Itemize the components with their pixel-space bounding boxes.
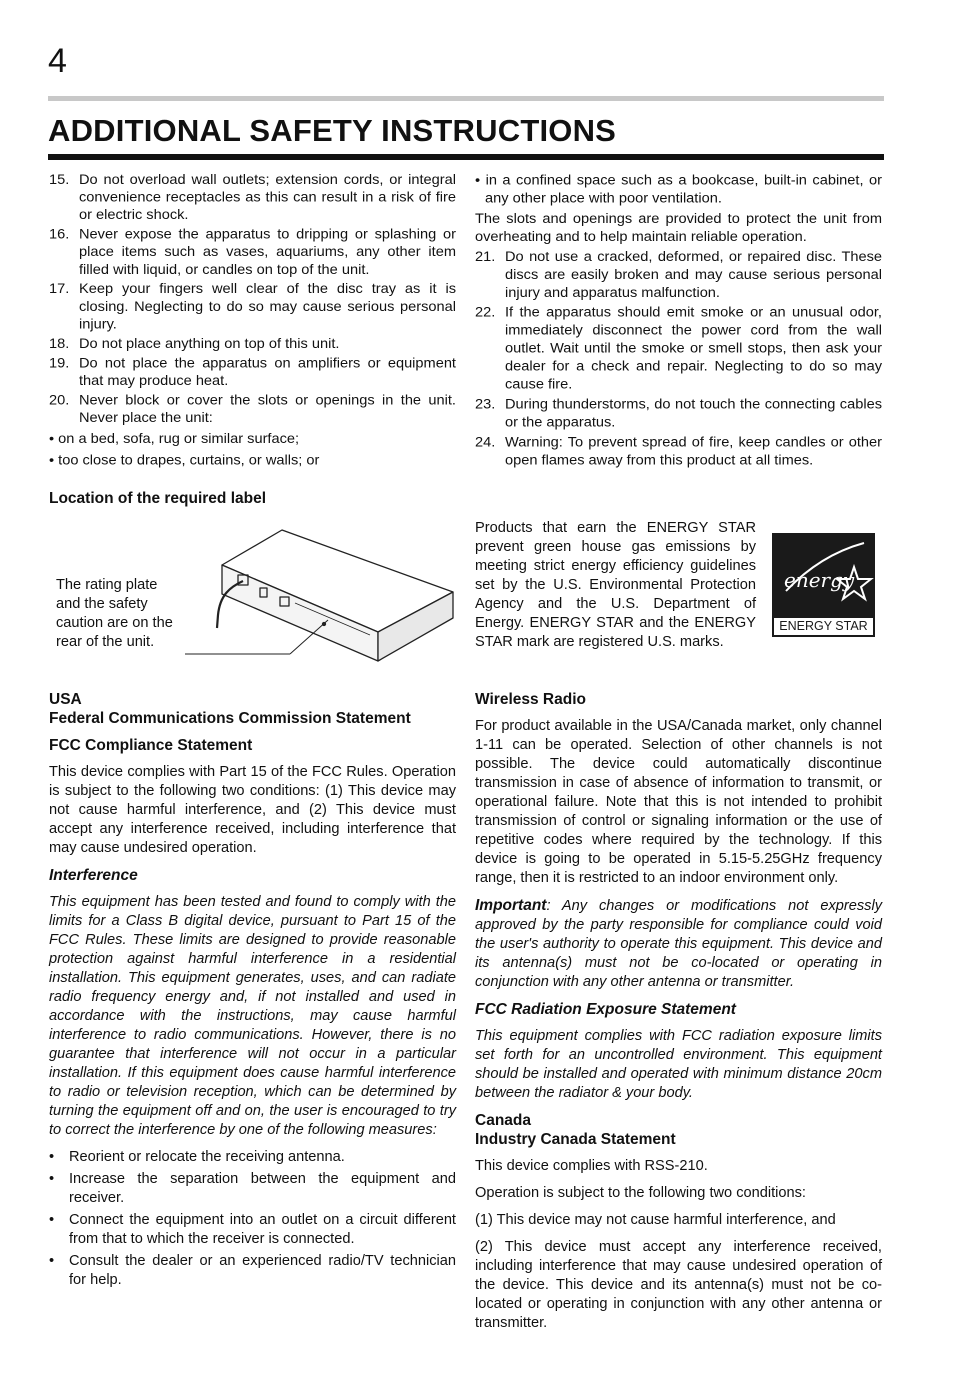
important-label: Important xyxy=(475,897,547,914)
canada-p4: (2) This device must accept any interference received, including interference that may cause undesired operation of the device. This device and its antenna(s) must not be co-located or operating in conjunction with any other antenna or transmitter. xyxy=(475,1239,882,1331)
radiation-text: This equipment complies with FCC radiation exposure limits set forth for an uncontrolled environment. This equipment should be installed and operated with minimum distance 20cm between the radiator & your body. xyxy=(475,1028,882,1101)
fcc-statement-heading: Federal Communications Commission Statement xyxy=(49,710,411,727)
wireless-section xyxy=(475,690,882,1333)
canada-p3: (1) This device may not cause harmful interference, and xyxy=(475,1212,836,1228)
list-item: 24. Warning: To prevent spread of fire, keep candles or other open flames away from this product at all times. xyxy=(475,434,882,469)
top-divider xyxy=(48,96,884,101)
energy-star-text: Products that earn the ENERGY STAR prevent green house gas emissions by meeting strict energy efficiency guidelines set by the U.S. Environmental Protection Agency and the U.S. Department of Energy. ENERGY STAR and the ENERGY STAR mark are registered U.S. marks. xyxy=(475,520,756,650)
canada-p2: Operation is subject to the following two conditions: xyxy=(475,1185,806,1201)
wireless-heading: Wireless Radio xyxy=(475,691,586,708)
label-caption: The rating plate and the safety caution are on the rear of the unit. xyxy=(56,577,173,650)
canada-heading: Canada xyxy=(475,1112,531,1129)
list-item: 18. Do not place anything on top of this unit. xyxy=(49,336,340,352)
list-item: 16. Never expose the apparatus to dripping or splashing or place items such as vases, aquariums, any other item filled with liquid, or candles on top of the unit. xyxy=(49,227,456,278)
unit-rear-illustration xyxy=(180,525,475,665)
radiation-heading: FCC Radiation Exposure Statement xyxy=(475,1001,736,1018)
safety-list-right xyxy=(475,172,882,470)
important-note xyxy=(475,896,882,992)
item20-bullet: • too close to drapes, curtains, or walls; or xyxy=(49,453,320,469)
interference-heading: Interference xyxy=(49,867,138,884)
energy-star-band: ENERGY STAR xyxy=(774,618,873,635)
usa-heading: USA xyxy=(49,691,82,708)
list-item: 20. Never block or cover the slots or openings in the unit. Never place the unit: xyxy=(49,393,456,426)
list-item: • Consult the dealer or an experienced radio/TV technician for help. xyxy=(49,1253,456,1288)
title-divider xyxy=(48,154,884,160)
wireless-text: For product available in the USA/Canada market, only channel 1-11 can be operated. Selection of other channels is not possible. The device could automatically discontinue transmission in case of absence of information to transmit, or operational failure. Note that this is not intended to prohibit transmission of control or signaling information or the use of repetitive codes where required by the technology. If this device is going to be operated in 5.15-5.25GHz frequency range, then it is restricted to an indoor environment only. xyxy=(475,718,882,886)
label-location-heading: Location of the required label xyxy=(49,490,267,507)
industry-canada-heading: Industry Canada Statement xyxy=(475,1131,676,1148)
fcc-compliance-text: This device complies with Part 15 of the FCC Rules. Operation is subject to the following two conditions: (1) This device may not cause harmful interference, and (2) This device must accept any interference received, including interference that may cause undesired operation. xyxy=(49,764,456,856)
page-title: ADDITIONAL SAFETY INSTRUCTIONS xyxy=(48,113,617,148)
item20-bullet: • on a bed, sofa, rug or similar surface; xyxy=(49,432,300,447)
list-item: • Reorient or relocate the receiving antenna. xyxy=(49,1149,345,1165)
interference-text: This equipment has been tested and found to comply with the limits for a Class B digital device, pursuant to Part 15 of the FCC Rules. These limits are designed to provide reasonable protection against harmful interference in a residential installation. This equipment generates, uses, and can radiate radio frequency energy and, if not installed and used in accordance with the instructions, may cause harmful interference to radio communications. However, there is no guarantee that interference will not occur in a particular installation. If this equipment does cause harmful interference to radio or television reception, which can be determined by turning the equipment off and on, the user is encouraged to try to correct the interference by one of the following measures: xyxy=(49,894,456,1138)
important-text: : Any changes or modifications not expressly approved by the party responsible for compliance could void the user's authority to operate this equipment. This device and its antenna(s) must not be co-located or operating in conjunction with any other antenna or transmitter. xyxy=(475,898,882,990)
fcc-compliance-heading: FCC Compliance Statement xyxy=(49,737,253,754)
energy-star-logo xyxy=(772,533,875,637)
energy-star-logo-graphic xyxy=(772,533,875,617)
list-item: 19. Do not place the apparatus on amplifiers or equipment that may produce heat. xyxy=(49,356,456,389)
list-item: 22. If the apparatus should emit smoke or an unusual odor, immediately disconnect the power cord from the wall outlet. Wait until the smoke or smell stops, then ask your dealer for a check and repair. Neglecting to do so may cause fire. xyxy=(475,305,882,393)
list-item: 15. Do not overload wall outlets; extension cords, or integral convenience receptacles as this can result in a risk of fire or electric shock. xyxy=(49,172,456,223)
safety-list-left xyxy=(49,172,456,470)
item20-note: The slots and openings are provided to protect the unit from overheating and to help maintain reliable operation. xyxy=(475,211,882,245)
list-item: 21. Do not use a cracked, deformed, or repaired disc. These discs are easily broken and may cause serious personal injury and apparatus malfunction. xyxy=(475,249,882,301)
page-number: 4 xyxy=(48,42,67,80)
list-item: • Connect the equipment into an outlet on a circuit different from that to which the receiver is connected. xyxy=(49,1212,456,1247)
measures-list xyxy=(49,1148,456,1290)
item20-bullet: • in a confined space such as a bookcase, built-in cabinet, or any other place with poor ventilation. xyxy=(475,172,882,207)
list-item: • Increase the separation between the equipment and receiver. xyxy=(49,1171,456,1206)
list-item: 17. Keep your fingers well clear of the disc tray as it is closing. Neglecting to do so may cause serious personal injury. xyxy=(49,282,456,333)
usa-section xyxy=(49,690,456,1290)
list-item: 23. During thunderstorms, do not touch the connecting cables or the apparatus. xyxy=(475,397,882,431)
canada-p1: This device complies with RSS-210. xyxy=(475,1158,708,1174)
energy-script: energy xyxy=(784,568,855,592)
